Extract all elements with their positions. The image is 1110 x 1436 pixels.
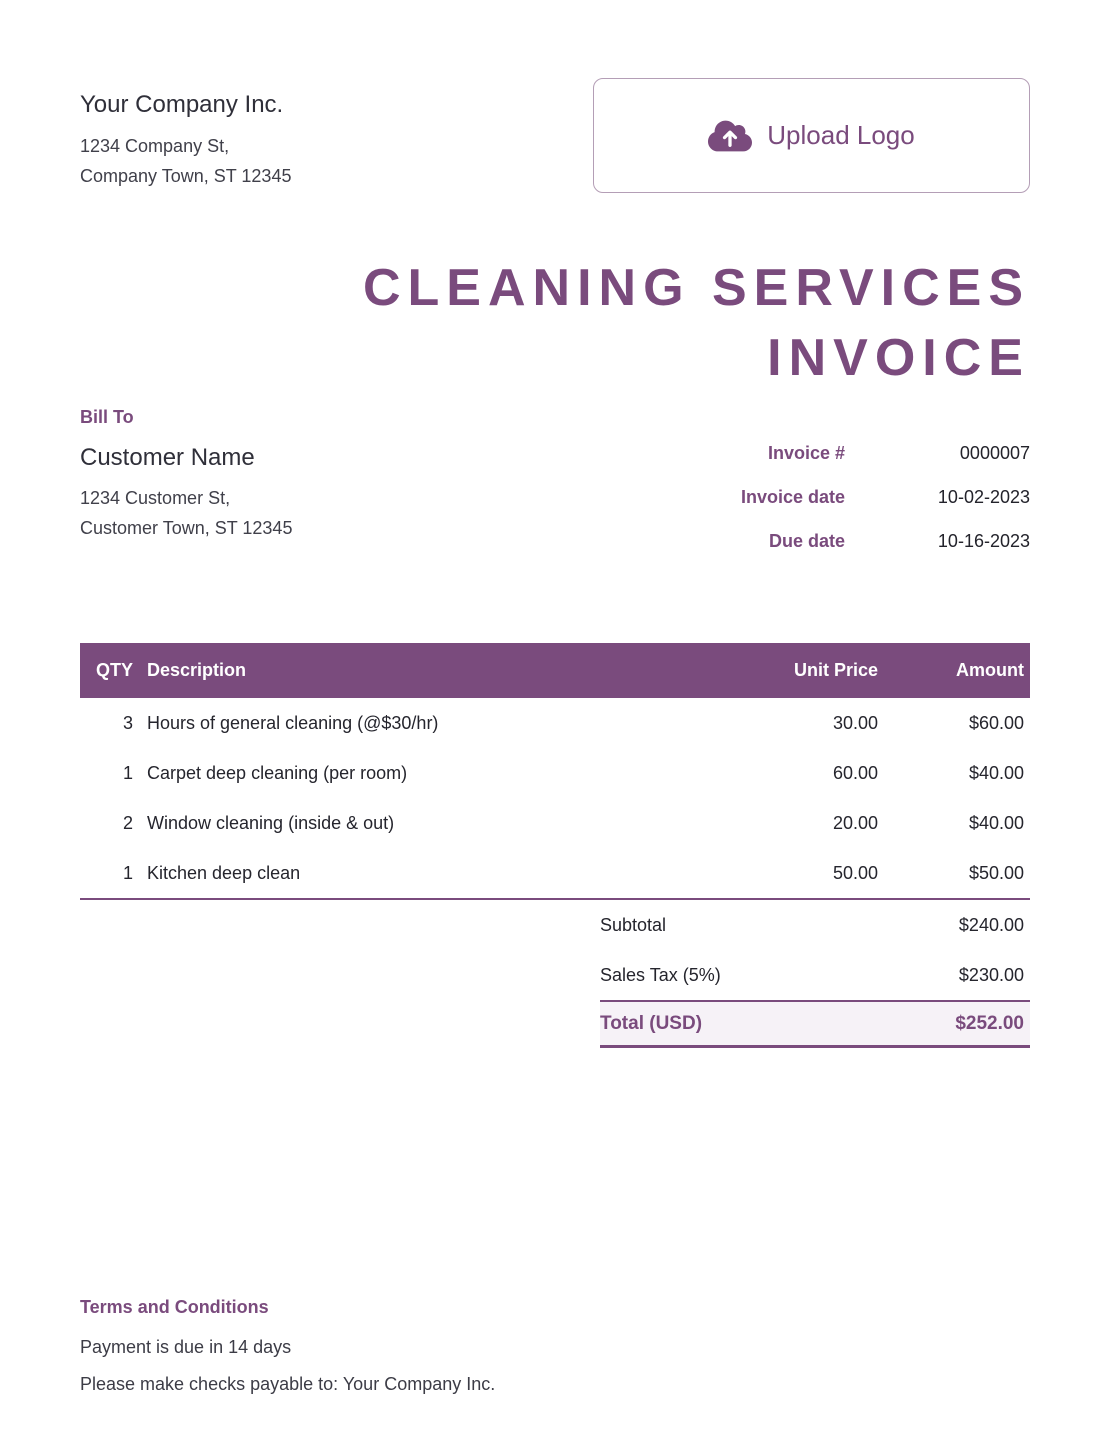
company-address-line2: Company Town, ST 12345 xyxy=(80,166,292,186)
table-row xyxy=(80,748,1030,798)
customer-address-line2: Customer Town, ST 12345 xyxy=(80,518,293,538)
invoice-date-row xyxy=(630,475,1030,519)
sales-tax-label: Sales Tax (5%) xyxy=(600,964,721,985)
row-description: Kitchen deep clean xyxy=(147,862,301,883)
invoice-title-line2: INVOICE xyxy=(767,329,1030,387)
upload-logo-button[interactable] xyxy=(593,78,1030,193)
due-date-label: Due date xyxy=(768,530,845,551)
header-description: Description xyxy=(147,660,247,680)
subtotal-row xyxy=(600,900,1030,950)
row-qty: 1 xyxy=(122,762,133,783)
invoice-number-row xyxy=(630,431,1030,475)
bill-to-section xyxy=(80,405,292,563)
items-table-header xyxy=(80,643,1030,698)
due-date-row xyxy=(630,519,1030,563)
row-description: Window cleaning (inside & out) xyxy=(147,812,395,833)
row-description: Carpet deep cleaning (per room) xyxy=(147,762,408,783)
invoice-number-value: 0000007 xyxy=(959,442,1030,463)
row-unit-price: 30.00 xyxy=(832,712,878,733)
due-date-value: 10-16-2023 xyxy=(937,530,1030,551)
upload-logo-label: Upload Logo xyxy=(767,120,915,150)
total-value: $252.00 xyxy=(955,1012,1024,1034)
cloud-upload-icon xyxy=(708,118,752,154)
company-name: Your Company Inc. xyxy=(80,91,284,118)
terms-line2: Please make checks payable to: Your Company Inc. xyxy=(80,1374,496,1394)
sales-tax-value: $230.00 xyxy=(958,964,1024,985)
bill-to-heading: Bill To xyxy=(80,407,134,427)
row-amount: $40.00 xyxy=(968,812,1024,833)
terms-line1: Payment is due in 14 days xyxy=(80,1337,292,1357)
sales-tax-row xyxy=(600,950,1030,1000)
invoice-meta xyxy=(630,405,1030,563)
invoice-title xyxy=(80,253,1030,393)
invoice-date-label: Invoice date xyxy=(740,486,845,507)
header-qty: QTY xyxy=(95,660,133,680)
totals-section xyxy=(600,900,1030,1048)
row-description: Hours of general cleaning (@$30/hr) xyxy=(147,712,439,733)
info-row xyxy=(80,405,1030,563)
invoice-date-value: 10-02-2023 xyxy=(937,486,1030,507)
subtotal-label: Subtotal xyxy=(600,914,667,935)
row-unit-price: 60.00 xyxy=(832,762,878,783)
table-row xyxy=(80,848,1030,898)
row-qty: 2 xyxy=(122,812,133,833)
row-qty: 3 xyxy=(122,712,133,733)
row-unit-price: 50.00 xyxy=(832,862,878,883)
row-amount: $50.00 xyxy=(968,862,1024,883)
header-unit-price: Unit Price xyxy=(793,660,878,680)
company-info xyxy=(80,78,291,191)
header-row xyxy=(80,78,1030,193)
table-row xyxy=(80,798,1030,848)
row-amount: $40.00 xyxy=(968,762,1024,783)
row-qty: 1 xyxy=(122,862,133,883)
customer-address-line1: 1234 Customer St, xyxy=(80,488,231,508)
items-table xyxy=(80,643,1030,900)
terms-heading: Terms and Conditions xyxy=(80,1297,269,1317)
header-amount: Amount xyxy=(956,660,1024,680)
company-address-line1: 1234 Company St, xyxy=(80,136,230,156)
terms-section xyxy=(80,1295,1030,1403)
subtotal-value: $240.00 xyxy=(958,914,1024,935)
total-row xyxy=(600,1000,1030,1048)
total-label: Total (USD) xyxy=(600,1012,703,1034)
row-unit-price: 20.00 xyxy=(832,812,878,833)
table-row xyxy=(80,698,1030,748)
row-amount: $60.00 xyxy=(968,712,1024,733)
customer-name: Customer Name xyxy=(80,444,255,471)
items-table-body xyxy=(80,698,1030,900)
invoice-number-label: Invoice # xyxy=(767,442,845,463)
invoice-title-line1: CLEANING SERVICES xyxy=(362,259,1030,317)
